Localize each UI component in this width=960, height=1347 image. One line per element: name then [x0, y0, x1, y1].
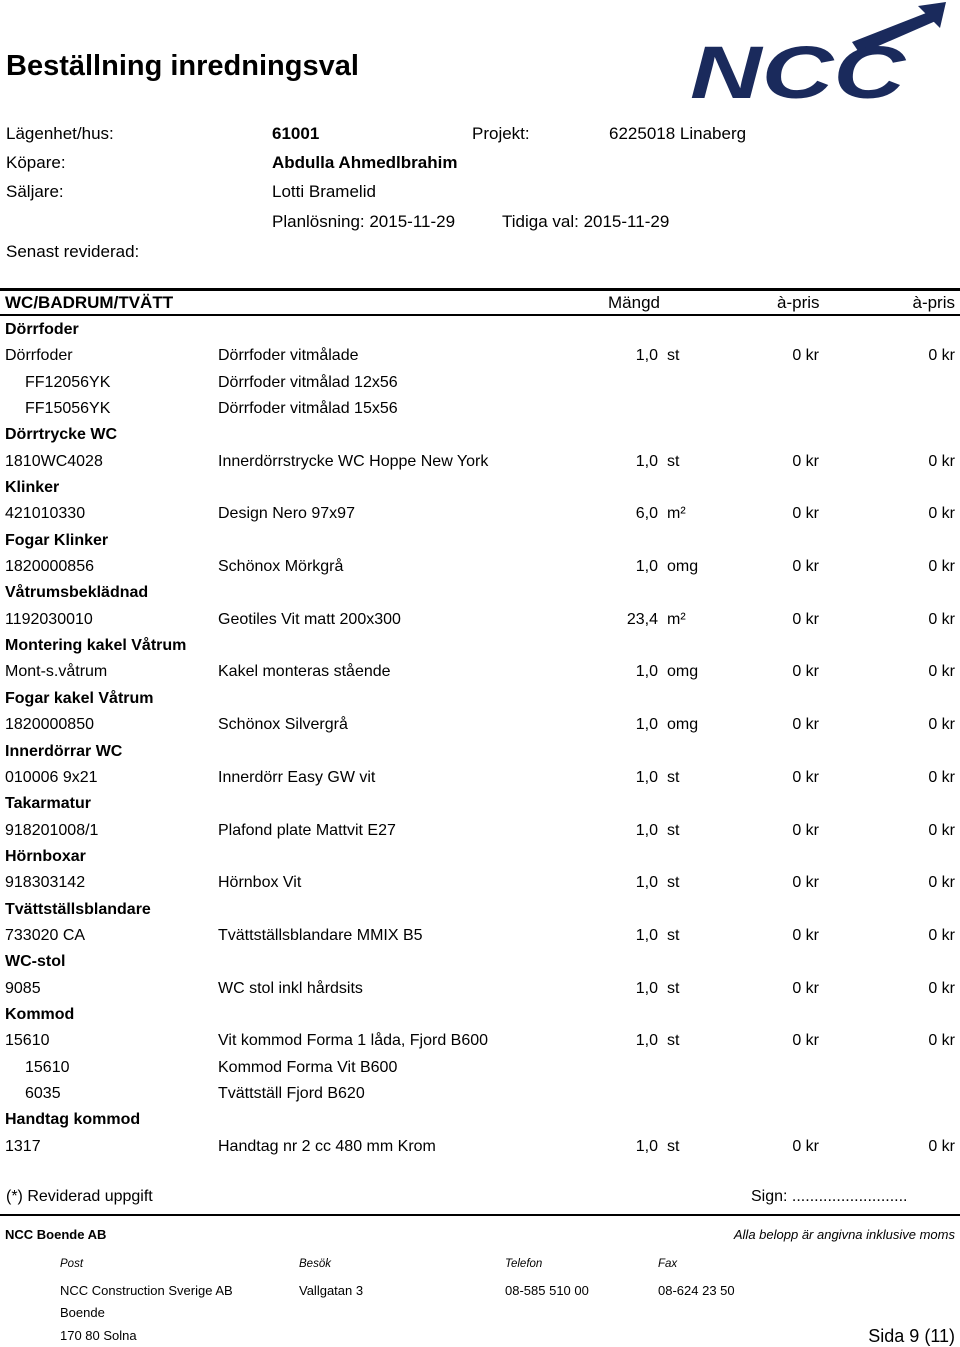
item-total-price: 0 kr — [928, 347, 955, 365]
phone-label: Telefon — [505, 1258, 543, 1270]
item-code: 918303142 — [5, 874, 86, 892]
item-unit: st — [667, 821, 680, 839]
buyer-value: Abdulla Ahmedlbrahim — [272, 153, 458, 172]
category-row — [0, 1108, 960, 1134]
post-label: Post — [60, 1258, 84, 1270]
item-row — [0, 608, 960, 634]
buyer-label: Köpare: — [6, 153, 66, 172]
sub-item-row — [0, 1056, 960, 1082]
category-row — [0, 318, 960, 344]
item-row — [0, 1029, 960, 1055]
item-unit: st — [667, 768, 680, 786]
item-unit-price: 0 kr — [792, 1137, 819, 1155]
category-row — [0, 423, 960, 449]
revised-note: (*) Reviderad uppgift — [6, 1188, 153, 1205]
item-quantity: 6,0 — [635, 505, 658, 523]
item-code: 9085 — [5, 979, 41, 997]
section-header — [0, 288, 960, 316]
item-unit: m² — [667, 610, 686, 628]
item-description: Tvättställsblandare MMIX B5 — [218, 926, 423, 944]
item-row — [0, 450, 960, 476]
item-row — [0, 1135, 960, 1161]
item-row — [0, 924, 960, 950]
category-row — [0, 792, 960, 818]
post-line-3: 170 80 Solna — [60, 1328, 137, 1343]
page-number: Sida 9 (11) — [868, 1326, 955, 1346]
category-row — [0, 740, 960, 766]
item-total-price: 0 kr — [928, 716, 955, 734]
category-label: Dörrfoder — [5, 321, 79, 338]
item-quantity: 1,0 — [635, 1032, 658, 1050]
category-label: Dörrtrycke WC — [5, 426, 118, 444]
category-row — [0, 1003, 960, 1029]
item-code: 733020 CA — [5, 926, 86, 944]
sub-item-row — [0, 397, 960, 423]
item-unit-price: 0 kr — [792, 768, 819, 786]
page-title: Beställning inredningsval — [6, 50, 359, 82]
category-label: Takarmatur — [5, 795, 91, 813]
item-total-price: 0 kr — [928, 768, 955, 786]
category-row — [0, 634, 960, 660]
item-description: Hörnbox Vit — [218, 874, 302, 892]
item-unit: st — [667, 452, 680, 470]
item-code: 010006 9x21 — [5, 768, 98, 786]
item-unit-price: 0 kr — [792, 558, 819, 576]
item-row — [0, 344, 960, 370]
apartment-label: Lägenhet/hus: — [6, 124, 114, 143]
col-header-total: à-pris — [912, 293, 955, 312]
item-code: 918201008/1 — [5, 821, 99, 839]
item-unit: m² — [667, 505, 686, 523]
item-quantity: 1,0 — [635, 768, 658, 786]
item-description: Kakel monteras stående — [218, 663, 391, 681]
item-unit: st — [667, 1137, 680, 1155]
item-code: Dörrfoder — [5, 347, 73, 365]
item-total-price: 0 kr — [928, 452, 955, 470]
item-unit: omg — [667, 558, 699, 576]
item-description: Vit kommod Forma 1 låda, Fjord B600 — [218, 1032, 489, 1050]
item-row — [0, 871, 960, 897]
category-label: Handtag kommod — [5, 1111, 141, 1129]
section-title: WC/BADRUM/TVÄTT — [5, 293, 174, 312]
category-label: Fogar Klinker — [5, 531, 109, 549]
item-code: 1820000850 — [5, 716, 94, 734]
category-label: Innerdörrar WC — [5, 742, 123, 760]
item-unit: st — [667, 1032, 680, 1050]
item-description: Handtag nr 2 cc 480 mm Krom — [218, 1137, 436, 1155]
item-unit: st — [667, 347, 680, 365]
item-quantity: 1,0 — [635, 452, 658, 470]
item-code: 15610 — [25, 1058, 70, 1076]
apartment-value: 61001 — [272, 124, 320, 143]
item-total-price: 0 kr — [928, 874, 955, 892]
item-code: 15610 — [5, 1032, 50, 1050]
item-row — [0, 502, 960, 528]
category-label: Fogar kakel Våtrum — [5, 689, 154, 707]
item-total-price: 0 kr — [928, 926, 955, 944]
item-unit: st — [667, 874, 680, 892]
item-description: Dörrfoder vitmålad 12x56 — [218, 373, 398, 391]
logo-text: NCC — [690, 31, 908, 104]
item-code: 1192030010 — [5, 610, 93, 628]
item-description: Innerdörr Easy GW vit — [218, 768, 376, 786]
category-row — [0, 476, 960, 502]
category-row — [0, 687, 960, 713]
item-row — [0, 977, 960, 1003]
category-label: Kommod — [5, 1005, 75, 1023]
item-description: Innerdörrstrycke WC Hoppe New York — [218, 452, 489, 470]
item-code: FF12056YK — [25, 373, 111, 391]
fax-label: Fax — [658, 1258, 678, 1270]
divider — [0, 288, 960, 291]
category-label: Våtrumsbeklädnad — [5, 584, 149, 602]
item-description: Plafond plate Mattvit E27 — [218, 821, 396, 839]
sub-item-row — [0, 1082, 960, 1108]
item-description: Schönox Mörkgrå — [218, 558, 344, 576]
item-row — [0, 713, 960, 739]
item-code: 1820000856 — [5, 558, 94, 576]
item-unit: omg — [667, 716, 699, 734]
item-total-price: 0 kr — [928, 663, 955, 681]
item-code: 421010330 — [5, 505, 86, 523]
item-code: 1317 — [5, 1137, 41, 1155]
item-code: 6035 — [25, 1084, 61, 1102]
item-unit-price: 0 kr — [792, 926, 819, 944]
project-label: Projekt: — [472, 124, 530, 143]
item-row — [0, 555, 960, 581]
visit-value: Vallgatan 3 — [299, 1283, 364, 1298]
item-code: FF15056YK — [25, 400, 111, 418]
fax-value: 08-624 23 50 — [658, 1283, 735, 1298]
col-header-qty: Mängd — [608, 293, 660, 312]
item-row — [0, 766, 960, 792]
item-description: Kommod Forma Vit B600 — [218, 1058, 398, 1076]
item-code: 1810WC4028 — [5, 452, 103, 470]
vat-note: Alla belopp är angivna inklusive moms — [733, 1227, 955, 1242]
item-unit-price: 0 kr — [792, 505, 819, 523]
early-choices-date: Tidiga val: 2015-11-29 — [502, 212, 670, 231]
sub-item-row — [0, 371, 960, 397]
company-name: NCC Boende AB — [5, 1227, 107, 1242]
floorplan-date: Planlösning: 2015-11-29 — [272, 212, 456, 231]
category-row — [0, 845, 960, 871]
item-unit-price: 0 kr — [792, 452, 819, 470]
item-unit-price: 0 kr — [792, 716, 819, 734]
category-label: Tvättställsblandare — [5, 900, 151, 918]
item-row — [0, 819, 960, 845]
item-total-price: 0 kr — [928, 1032, 955, 1050]
col-header-price: à-pris — [777, 293, 820, 312]
post-line-2: Boende — [60, 1305, 105, 1320]
category-row — [0, 950, 960, 976]
item-unit-price: 0 kr — [792, 663, 819, 681]
item-quantity: 1,0 — [635, 979, 658, 997]
seller-label: Säljare: — [6, 182, 64, 201]
signature-field: Sign: .......................... — [751, 1188, 908, 1205]
item-total-price: 0 kr — [928, 1137, 955, 1155]
divider — [0, 1214, 960, 1216]
item-description: Design Nero 97x97 — [218, 505, 355, 523]
item-description: Geotiles Vit matt 200x300 — [218, 610, 401, 628]
phone-value: 08-585 510 00 — [505, 1283, 589, 1298]
item-description: WC stol inkl hårdsits — [218, 979, 363, 997]
item-quantity: 1,0 — [635, 347, 658, 365]
item-total-price: 0 kr — [928, 610, 955, 628]
category-row — [0, 898, 960, 924]
post-line-1: NCC Construction Sverige AB — [60, 1283, 233, 1298]
category-label: WC-stol — [5, 953, 66, 971]
item-unit-price: 0 kr — [792, 610, 819, 628]
item-total-price: 0 kr — [928, 505, 955, 523]
item-description: Dörrfoder vitmålad 15x56 — [218, 400, 398, 418]
item-total-price: 0 kr — [928, 558, 955, 576]
item-description: Schönox Silvergrå — [218, 716, 348, 734]
item-description: Dörrfoder vitmålade — [218, 347, 359, 365]
item-description: Tvättställ Fjord B620 — [218, 1084, 365, 1102]
visit-label: Besök — [299, 1258, 331, 1270]
category-label: Klinker — [5, 479, 60, 497]
item-total-price: 0 kr — [928, 821, 955, 839]
item-quantity: 1,0 — [635, 558, 658, 576]
item-quantity: 1,0 — [635, 716, 658, 734]
item-quantity: 1,0 — [635, 874, 658, 892]
category-label: Hörnboxar — [5, 847, 86, 865]
seller-value: Lotti Bramelid — [272, 182, 376, 201]
item-quantity: 1,0 — [635, 1137, 658, 1155]
category-row — [0, 581, 960, 607]
category-label: Montering kakel Våtrum — [5, 637, 187, 655]
item-total-price: 0 kr — [928, 979, 955, 997]
item-unit-price: 0 kr — [792, 1032, 819, 1050]
item-row — [0, 660, 960, 686]
item-code: Mont-s.våtrum — [5, 663, 108, 681]
item-quantity: 1,0 — [635, 926, 658, 944]
project-value: 6225018 Linaberg — [609, 124, 747, 143]
item-unit: omg — [667, 663, 699, 681]
item-unit-price: 0 kr — [792, 874, 819, 892]
ncc-logo — [690, 2, 948, 104]
item-unit: st — [667, 979, 680, 997]
item-unit-price: 0 kr — [792, 979, 819, 997]
item-quantity: 23,4 — [626, 610, 658, 628]
category-row — [0, 529, 960, 555]
item-unit-price: 0 kr — [792, 347, 819, 365]
item-unit-price: 0 kr — [792, 821, 819, 839]
item-quantity: 1,0 — [635, 663, 658, 681]
item-unit: st — [667, 926, 680, 944]
divider — [0, 314, 960, 316]
item-quantity: 1,0 — [635, 821, 658, 839]
revised-label: Senast reviderad: — [6, 242, 140, 261]
item-list — [0, 318, 960, 1161]
